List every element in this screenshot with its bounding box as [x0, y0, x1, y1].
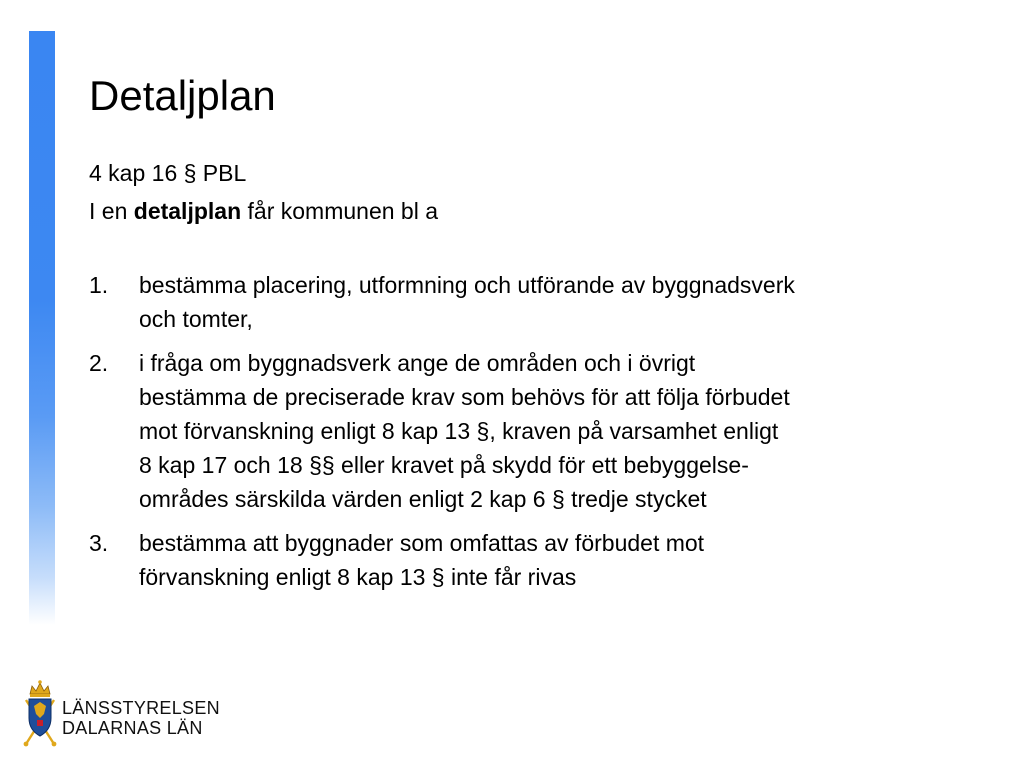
- law-reference: 4 kap 16 § PBL: [89, 160, 247, 186]
- logo-line-2: DALARNAS LÄN: [62, 718, 203, 738]
- list-item-line: 8 kap 17 och 18 §§ eller kravet på skydd för ett bebyggelse-: [139, 452, 749, 478]
- list-item-number: 2.: [89, 350, 109, 376]
- intro-sentence: [89, 194, 969, 228]
- list-item-line: bestämma placering, utformning och utförande av byggnadsverk: [139, 272, 795, 298]
- intro-suffix: får kommunen bl a: [241, 198, 438, 224]
- list-item: [89, 268, 969, 336]
- lansstyrelsen-logo: [22, 678, 220, 750]
- list-item-number: 1.: [89, 272, 109, 298]
- list-item-line: bestämma de preciserade krav som behövs för att följa förbudet: [139, 384, 790, 410]
- list-item-number: 3.: [89, 530, 109, 556]
- coat-of-arms-icon: [22, 678, 58, 750]
- slide-title: Detaljplan: [89, 72, 276, 119]
- logo-text: [62, 690, 220, 738]
- intro-bold-term: detaljplan: [133, 198, 242, 224]
- list-item-line: områdes särskilda värden enligt 2 kap 6 § tredje stycket: [139, 486, 707, 512]
- slide-body: [89, 156, 969, 604]
- list-item-line: bestämma att byggnader som omfattas av förbudet mot: [139, 530, 705, 556]
- logo-line-1: LÄNSSTYRELSEN: [62, 698, 220, 718]
- accent-bar: [29, 31, 55, 625]
- list-item-line: i fråga om byggnadsverk ange de områden och i övrigt: [139, 350, 696, 376]
- intro-prefix: I en: [89, 198, 134, 224]
- numbered-list: [89, 268, 969, 594]
- list-item-line: mot förvanskning enligt 8 kap 13 §, kraven på varsamhet enligt: [139, 418, 779, 444]
- list-item-line: och tomter,: [139, 306, 253, 332]
- list-item: [89, 346, 969, 516]
- list-item-line: förvanskning enligt 8 kap 13 § inte får rivas: [139, 564, 577, 590]
- list-item: [89, 526, 969, 594]
